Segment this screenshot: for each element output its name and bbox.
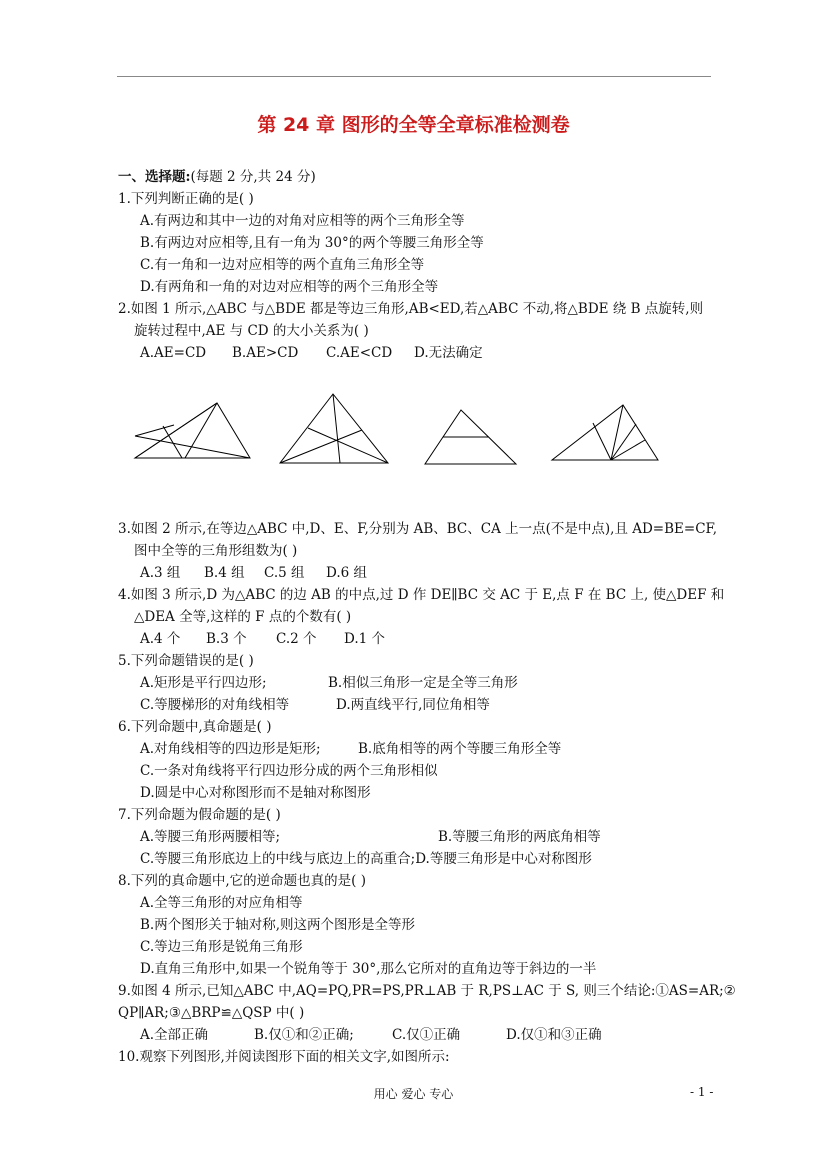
q9-stem-cont: QP∥AR;③△BRP≌△QSP 中( ) [118, 1005, 305, 1021]
q6-option-a: A.对角线相等的四边形是矩形; [140, 741, 321, 757]
q5-option-d: D.两直线平行,同位角相等 [336, 697, 490, 713]
q4-stem: 4.如图 3 所示,D 为△ABC 的边 AB 的中点,过 D 作 DE∥BC 交 AC 于 E,点 F 在 BC 上, 使△DEF 和 [118, 587, 725, 603]
q8-option-b: B.两个图形关于轴对称,则这两个图形是全等形 [140, 917, 416, 933]
section-label: 一、选择题: [118, 169, 191, 185]
q1-option-b: B.有两边对应相等,且有一角为 30°的两个等腰三角形全等 [140, 235, 484, 251]
question-list [118, 166, 736, 1068]
q2-stem-cont: 旋转过程中,AE 与 CD 的大小关系为( ) [134, 323, 369, 339]
header-rule [117, 76, 711, 77]
q8-option-c: C.等边三角形是锐角三角形 [140, 939, 303, 955]
q3-option-b: B.4 组 [204, 565, 245, 581]
q2-option-d: D.无法确定 [414, 345, 483, 361]
q7-option-c: C.等腰三角形底边上的中线与底边上的高重合; [140, 851, 416, 867]
q1-option-a: A.有两边和其中一边的对角对应相等的两个三角形全等 [140, 213, 465, 229]
q2-option-a: A.AE=CD [140, 345, 207, 361]
q6-option-c: C.一条对角线将平行四边形分成的两个三角形相似 [140, 763, 438, 779]
q9-option-a: A.全部正确 [140, 1027, 209, 1043]
section-note: (每题 2 分,共 24 分) [190, 169, 316, 185]
q3-option-c: C.5 组 [264, 565, 305, 581]
q2-option-b: B.AE>CD [232, 345, 299, 361]
figure-4-outer-triangle [552, 405, 658, 460]
q2-options [118, 342, 718, 364]
q3-option-d: D.6 组 [326, 565, 368, 581]
q5-options-cd [118, 694, 718, 716]
q4-option-c: C.2 个 [276, 631, 317, 647]
q2-option-c: C.AE<CD [326, 345, 393, 361]
q9-option-c: C.仅①正确 [392, 1027, 461, 1043]
q1-option-c: C.有一角和一边对应相等的两个直角三角形全等 [140, 257, 425, 273]
figure-4 [552, 405, 658, 460]
q3-stem-cont: 图中全等的三角形组数为( ) [134, 543, 298, 559]
q10-stem: 10.观察下列图形,并阅读图形下面的相关文字,如图所示: [118, 1049, 450, 1065]
q5-option-b: B.相似三角形一定是全等三角形 [328, 675, 518, 691]
q5-stem: 5.下列命题错误的是( ) [118, 653, 254, 669]
q1-option-d: D.有两角和一角的对边对应相等的两个三角形全等 [140, 279, 439, 295]
q5-option-c: C.等腰梯形的对角线相等 [140, 697, 290, 713]
q3-option-a: A.3 组 [140, 565, 181, 581]
figure-4-line-3 [611, 440, 645, 460]
figure-1-line-5 [185, 403, 217, 458]
q3-stem: 3.如图 2 所示,在等边△ABC 中,D、E、F,分别为 AB、BC、CA 上一点(不是中点),且 AD=BE=CF, [118, 521, 718, 537]
q6-option-b: B.底角相等的两个等腰三角形全等 [358, 741, 562, 757]
figure-2 [280, 394, 388, 463]
page-number: - 1 - [690, 1085, 714, 1099]
figure-1-outer-triangle [135, 403, 250, 458]
q7-option-a: A.等腰三角形两腰相等; [140, 829, 281, 845]
q7-options-cd [118, 848, 718, 870]
q8-option-d: D.直角三角形中,如果一个锐角等于 30°,那么它所对的直角边等于斜边的一半 [140, 961, 597, 977]
figure-2-line-1 [333, 394, 340, 463]
figure-3 [425, 410, 516, 464]
q4-options [118, 628, 718, 650]
q6-stem: 6.下列命题中,真命题是( ) [118, 719, 272, 735]
figure-4-line-2 [593, 423, 611, 460]
q4-option-d: D.1 个 [344, 631, 386, 647]
q2-stem: 2.如图 1 所示,△ABC 与△BDE 都是等边三角形,AB<ED,若△ABC 不动,将△BDE 绕 B 点旋转,则 [118, 301, 704, 317]
q4-option-b: B.3 个 [206, 631, 247, 647]
q9-options [118, 1024, 718, 1046]
page-title: 第 24 章 图形的全等全章标准检测卷 [257, 114, 570, 136]
figure-2-line-2 [308, 428, 388, 463]
q6-option-d: D.圆是中心对称图形而不是轴对称图形 [140, 785, 371, 801]
figures-row [130, 388, 670, 468]
q5-options-ab [118, 672, 718, 694]
q7-options-ab [118, 826, 718, 848]
page-footer: 用心 爱心 专心 [373, 1087, 454, 1101]
q1-stem: 1.下列判断正确的是( ) [118, 191, 254, 207]
q7-option-b: B.等腰三角形的两底角相等 [438, 829, 601, 845]
q5-option-a: A.矩形是平行四边形; [140, 675, 267, 691]
q8-stem: 8.下列的真命题中,它的逆命题也真的是( ) [118, 873, 366, 889]
q9-stem: 9.如图 4 所示,已知△ABC 中,AQ=PQ,PR=PS,PR⊥AB 于 R,PS⊥AC 于 S, 则三个结论:①AS=AR;② [118, 983, 736, 999]
q7-option-d: D.等腰三角形是中心对称图形 [415, 851, 592, 867]
q6-options-ab [118, 738, 718, 760]
q4-stem-cont: △DEA 全等,这样的 F 点的个数有( ) [134, 609, 352, 625]
q4-option-a: A.4 个 [140, 631, 181, 647]
q9-option-d: D.仅①和③正确 [506, 1027, 602, 1043]
section-heading [118, 166, 718, 188]
q7-stem: 7.下列命题为假命题的是( ) [118, 807, 281, 823]
q8-option-a: A.全等三角形的对应角相等 [140, 895, 303, 911]
q9-option-b: B.仅①和②正确; [254, 1027, 354, 1043]
figure-1 [135, 403, 250, 458]
q3-options [118, 562, 718, 584]
